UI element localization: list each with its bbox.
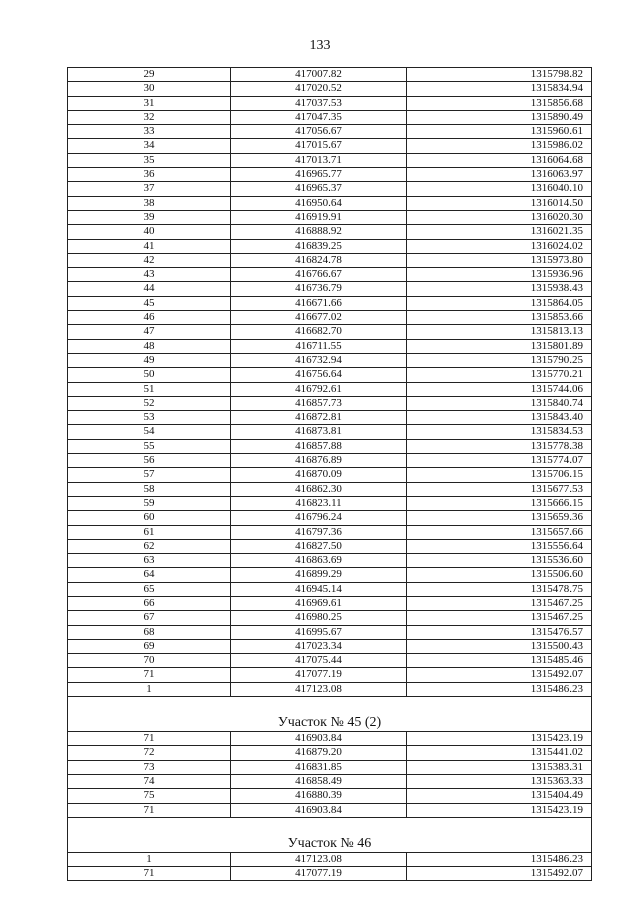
point-number-cell: 58 xyxy=(68,482,231,496)
table-row xyxy=(68,311,592,325)
point-number-cell: 29 xyxy=(68,68,231,82)
table-row xyxy=(68,732,592,746)
x-coordinate-cell: 416827.50 xyxy=(231,539,407,553)
table-row xyxy=(68,582,592,596)
table-row xyxy=(68,425,592,439)
y-coordinate-cell: 1315834.94 xyxy=(407,82,592,96)
point-number-cell: 59 xyxy=(68,496,231,510)
y-coordinate-cell: 1315506.60 xyxy=(407,568,592,582)
x-coordinate-cell: 416823.11 xyxy=(231,496,407,510)
table-row xyxy=(68,153,592,167)
y-coordinate-cell: 1316040.10 xyxy=(407,182,592,196)
y-coordinate-cell: 1316064.68 xyxy=(407,153,592,167)
x-coordinate-cell: 417037.53 xyxy=(231,96,407,110)
y-coordinate-cell: 1315864.05 xyxy=(407,296,592,310)
y-coordinate-cell: 1315813.13 xyxy=(407,325,592,339)
y-coordinate-cell: 1315423.19 xyxy=(407,732,592,746)
table-row xyxy=(68,468,592,482)
coordinates-table-body xyxy=(68,68,592,881)
y-coordinate-cell: 1315843.40 xyxy=(407,411,592,425)
point-number-cell: 71 xyxy=(68,803,231,817)
x-coordinate-cell: 416824.78 xyxy=(231,253,407,267)
point-number-cell: 69 xyxy=(68,639,231,653)
y-coordinate-cell: 1315798.82 xyxy=(407,68,592,82)
x-coordinate-cell: 416870.09 xyxy=(231,468,407,482)
table-row xyxy=(68,611,592,625)
point-number-cell: 71 xyxy=(68,867,231,881)
x-coordinate-cell: 416756.64 xyxy=(231,368,407,382)
x-coordinate-cell: 417056.67 xyxy=(231,125,407,139)
point-number-cell: 53 xyxy=(68,411,231,425)
x-coordinate-cell: 416863.69 xyxy=(231,554,407,568)
table-row xyxy=(68,68,592,82)
y-coordinate-cell: 1316024.02 xyxy=(407,239,592,253)
point-number-cell: 66 xyxy=(68,596,231,610)
x-coordinate-cell: 416796.24 xyxy=(231,511,407,525)
point-number-cell: 64 xyxy=(68,568,231,582)
x-coordinate-cell: 417123.08 xyxy=(231,682,407,696)
table-row xyxy=(68,110,592,124)
y-coordinate-cell: 1315856.68 xyxy=(407,96,592,110)
x-coordinate-cell: 416873.81 xyxy=(231,425,407,439)
point-number-cell: 30 xyxy=(68,82,231,96)
table-row xyxy=(68,746,592,760)
point-number-cell: 51 xyxy=(68,382,231,396)
x-coordinate-cell: 417077.19 xyxy=(231,867,407,881)
table-row xyxy=(68,125,592,139)
x-coordinate-cell: 416899.29 xyxy=(231,568,407,582)
point-number-cell: 49 xyxy=(68,353,231,367)
x-coordinate-cell: 416969.61 xyxy=(231,596,407,610)
y-coordinate-cell: 1315677.53 xyxy=(407,482,592,496)
table-row xyxy=(68,225,592,239)
y-coordinate-cell: 1315363.33 xyxy=(407,774,592,788)
point-number-cell: 70 xyxy=(68,654,231,668)
x-coordinate-cell: 416839.25 xyxy=(231,239,407,253)
table-row xyxy=(68,639,592,653)
y-coordinate-cell: 1315973.80 xyxy=(407,253,592,267)
y-coordinate-cell: 1315485.46 xyxy=(407,654,592,668)
table-row xyxy=(68,539,592,553)
table-row xyxy=(68,654,592,668)
y-coordinate-cell: 1315404.49 xyxy=(407,789,592,803)
x-coordinate-cell: 416677.02 xyxy=(231,311,407,325)
x-coordinate-cell: 416945.14 xyxy=(231,582,407,596)
x-coordinate-cell: 417007.82 xyxy=(231,68,407,82)
point-number-cell: 62 xyxy=(68,539,231,553)
point-number-cell: 50 xyxy=(68,368,231,382)
point-number-cell: 57 xyxy=(68,468,231,482)
y-coordinate-cell: 1315790.25 xyxy=(407,353,592,367)
point-number-cell: 33 xyxy=(68,125,231,139)
table-row xyxy=(68,554,592,568)
point-number-cell: 44 xyxy=(68,282,231,296)
table-row xyxy=(68,511,592,525)
x-coordinate-cell: 417020.52 xyxy=(231,82,407,96)
table-row xyxy=(68,296,592,310)
table-row xyxy=(68,368,592,382)
point-number-cell: 37 xyxy=(68,182,231,196)
table-row xyxy=(68,789,592,803)
table-row xyxy=(68,496,592,510)
table-row xyxy=(68,396,592,410)
table-row xyxy=(68,268,592,282)
x-coordinate-cell: 416857.88 xyxy=(231,439,407,453)
y-coordinate-cell: 1315778.38 xyxy=(407,439,592,453)
y-coordinate-cell: 1315383.31 xyxy=(407,760,592,774)
x-coordinate-cell: 416671.66 xyxy=(231,296,407,310)
y-coordinate-cell: 1315467.25 xyxy=(407,596,592,610)
table-row xyxy=(68,625,592,639)
x-coordinate-cell: 416879.20 xyxy=(231,746,407,760)
point-number-cell: 40 xyxy=(68,225,231,239)
point-number-cell: 42 xyxy=(68,253,231,267)
table-row xyxy=(68,96,592,110)
x-coordinate-cell: 417123.08 xyxy=(231,852,407,866)
point-number-cell: 39 xyxy=(68,210,231,224)
x-coordinate-cell: 416919.91 xyxy=(231,210,407,224)
y-coordinate-cell: 1315492.07 xyxy=(407,867,592,881)
point-number-cell: 43 xyxy=(68,268,231,282)
x-coordinate-cell: 416711.55 xyxy=(231,339,407,353)
table-row xyxy=(68,196,592,210)
coordinates-table xyxy=(67,67,592,881)
y-coordinate-cell: 1315744.06 xyxy=(407,382,592,396)
y-coordinate-cell: 1315936.96 xyxy=(407,268,592,282)
x-coordinate-cell: 417023.34 xyxy=(231,639,407,653)
point-number-cell: 36 xyxy=(68,168,231,182)
y-coordinate-cell: 1315770.21 xyxy=(407,368,592,382)
x-coordinate-cell: 416766.67 xyxy=(231,268,407,282)
page-number: 133 xyxy=(309,38,331,53)
table-row xyxy=(68,382,592,396)
table-row xyxy=(68,353,592,367)
table-row xyxy=(68,774,592,788)
x-coordinate-cell: 416736.79 xyxy=(231,282,407,296)
table-row xyxy=(68,182,592,196)
table-row xyxy=(68,168,592,182)
x-coordinate-cell: 417077.19 xyxy=(231,668,407,682)
table-row xyxy=(68,339,592,353)
table-row xyxy=(68,867,592,881)
point-number-cell: 60 xyxy=(68,511,231,525)
table-row xyxy=(68,282,592,296)
section-header-plot-46 xyxy=(68,817,592,852)
y-coordinate-cell: 1315840.74 xyxy=(407,396,592,410)
table-row xyxy=(68,239,592,253)
y-coordinate-cell: 1316063.97 xyxy=(407,168,592,182)
point-number-cell: 67 xyxy=(68,611,231,625)
section-header-plot-45-2 xyxy=(68,697,592,732)
y-coordinate-cell: 1315486.23 xyxy=(407,682,592,696)
x-coordinate-cell: 416950.64 xyxy=(231,196,407,210)
x-coordinate-cell: 416862.30 xyxy=(231,482,407,496)
point-number-cell: 1 xyxy=(68,682,231,696)
y-coordinate-cell: 1315960.61 xyxy=(407,125,592,139)
section-title: Участок № 46 xyxy=(68,817,592,852)
point-number-cell: 32 xyxy=(68,110,231,124)
x-coordinate-cell: 416831.85 xyxy=(231,760,407,774)
x-coordinate-cell: 416797.36 xyxy=(231,525,407,539)
y-coordinate-cell: 1315476.57 xyxy=(407,625,592,639)
point-number-cell: 73 xyxy=(68,760,231,774)
table-row xyxy=(68,439,592,453)
y-coordinate-cell: 1315706.15 xyxy=(407,468,592,482)
point-number-cell: 63 xyxy=(68,554,231,568)
x-coordinate-cell: 417047.35 xyxy=(231,110,407,124)
y-coordinate-cell: 1315938.43 xyxy=(407,282,592,296)
y-coordinate-cell: 1315467.25 xyxy=(407,611,592,625)
table-row xyxy=(68,852,592,866)
x-coordinate-cell: 417013.71 xyxy=(231,153,407,167)
x-coordinate-cell: 417075.44 xyxy=(231,654,407,668)
point-number-cell: 1 xyxy=(68,852,231,866)
x-coordinate-cell: 416980.25 xyxy=(231,611,407,625)
table-row xyxy=(68,454,592,468)
y-coordinate-cell: 1315666.15 xyxy=(407,496,592,510)
section-title: Участок № 45 (2) xyxy=(68,697,592,732)
table-row xyxy=(68,411,592,425)
x-coordinate-cell: 416995.67 xyxy=(231,625,407,639)
y-coordinate-cell: 1315486.23 xyxy=(407,852,592,866)
point-number-cell: 34 xyxy=(68,139,231,153)
y-coordinate-cell: 1315801.89 xyxy=(407,339,592,353)
y-coordinate-cell: 1315500.43 xyxy=(407,639,592,653)
y-coordinate-cell: 1315659.36 xyxy=(407,511,592,525)
point-number-cell: 46 xyxy=(68,311,231,325)
table-row xyxy=(68,82,592,96)
x-coordinate-cell: 416792.61 xyxy=(231,382,407,396)
point-number-cell: 71 xyxy=(68,668,231,682)
point-number-cell: 65 xyxy=(68,582,231,596)
y-coordinate-cell: 1315478.75 xyxy=(407,582,592,596)
table-row xyxy=(68,682,592,696)
point-number-cell: 31 xyxy=(68,96,231,110)
point-number-cell: 75 xyxy=(68,789,231,803)
y-coordinate-cell: 1315536.60 xyxy=(407,554,592,568)
y-coordinate-cell: 1315853.66 xyxy=(407,311,592,325)
x-coordinate-cell: 416965.37 xyxy=(231,182,407,196)
y-coordinate-cell: 1316014.50 xyxy=(407,196,592,210)
x-coordinate-cell: 417015.67 xyxy=(231,139,407,153)
x-coordinate-cell: 416857.73 xyxy=(231,396,407,410)
x-coordinate-cell: 416965.77 xyxy=(231,168,407,182)
y-coordinate-cell: 1316020.30 xyxy=(407,210,592,224)
point-number-cell: 35 xyxy=(68,153,231,167)
table-row xyxy=(68,568,592,582)
y-coordinate-cell: 1315986.02 xyxy=(407,139,592,153)
x-coordinate-cell: 416732.94 xyxy=(231,353,407,367)
table-row xyxy=(68,253,592,267)
table-row xyxy=(68,325,592,339)
point-number-cell: 45 xyxy=(68,296,231,310)
point-number-cell: 55 xyxy=(68,439,231,453)
table-row xyxy=(68,803,592,817)
point-number-cell: 56 xyxy=(68,454,231,468)
point-number-cell: 72 xyxy=(68,746,231,760)
x-coordinate-cell: 416876.89 xyxy=(231,454,407,468)
point-number-cell: 41 xyxy=(68,239,231,253)
point-number-cell: 52 xyxy=(68,396,231,410)
point-number-cell: 48 xyxy=(68,339,231,353)
x-coordinate-cell: 416903.84 xyxy=(231,803,407,817)
point-number-cell: 71 xyxy=(68,732,231,746)
x-coordinate-cell: 416888.92 xyxy=(231,225,407,239)
y-coordinate-cell: 1315441.02 xyxy=(407,746,592,760)
point-number-cell: 38 xyxy=(68,196,231,210)
point-number-cell: 68 xyxy=(68,625,231,639)
y-coordinate-cell: 1315657.66 xyxy=(407,525,592,539)
y-coordinate-cell: 1315423.19 xyxy=(407,803,592,817)
table-row xyxy=(68,210,592,224)
x-coordinate-cell: 416880.39 xyxy=(231,789,407,803)
point-number-cell: 74 xyxy=(68,774,231,788)
y-coordinate-cell: 1315890.49 xyxy=(407,110,592,124)
table-row xyxy=(68,525,592,539)
x-coordinate-cell: 416903.84 xyxy=(231,732,407,746)
table-row xyxy=(68,760,592,774)
point-number-cell: 54 xyxy=(68,425,231,439)
x-coordinate-cell: 416682.70 xyxy=(231,325,407,339)
table-row xyxy=(68,482,592,496)
y-coordinate-cell: 1315834.53 xyxy=(407,425,592,439)
point-number-cell: 47 xyxy=(68,325,231,339)
y-coordinate-cell: 1315774.07 xyxy=(407,454,592,468)
y-coordinate-cell: 1316021.35 xyxy=(407,225,592,239)
table-row xyxy=(68,668,592,682)
y-coordinate-cell: 1315556.64 xyxy=(407,539,592,553)
table-row xyxy=(68,139,592,153)
table-row xyxy=(68,596,592,610)
x-coordinate-cell: 416858.49 xyxy=(231,774,407,788)
x-coordinate-cell: 416872.81 xyxy=(231,411,407,425)
point-number-cell: 61 xyxy=(68,525,231,539)
y-coordinate-cell: 1315492.07 xyxy=(407,668,592,682)
